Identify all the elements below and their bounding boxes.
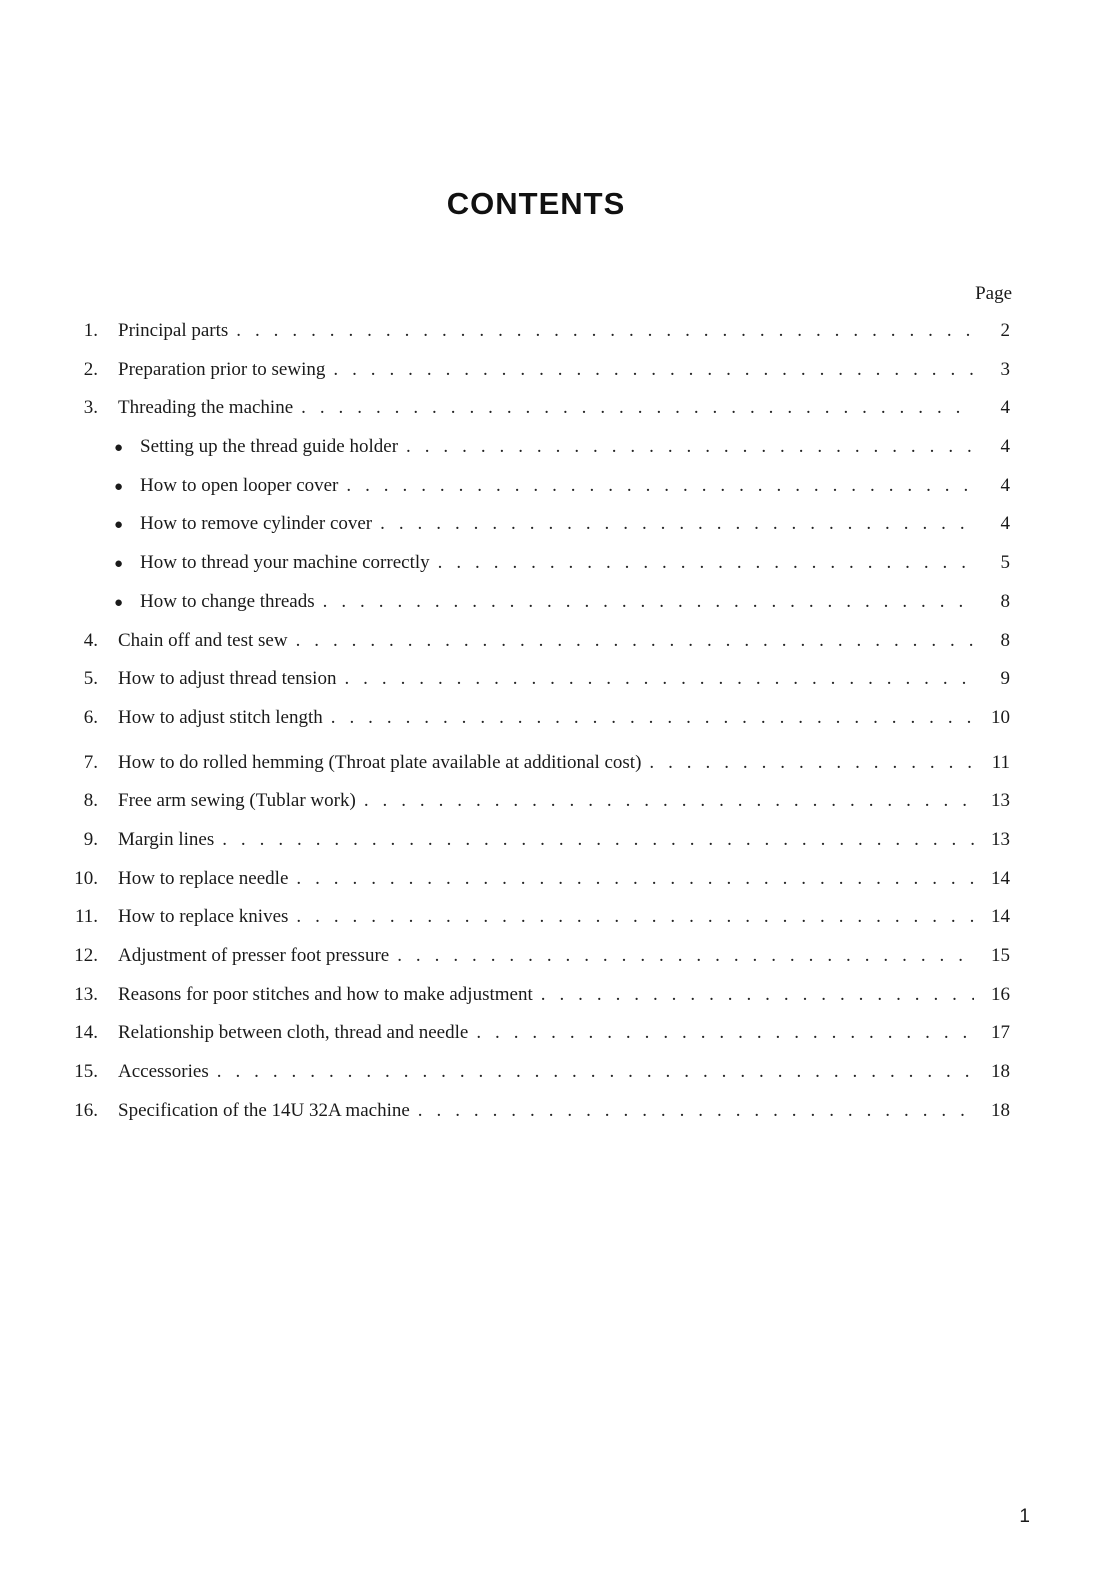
toc-entry-page: 4 (1000, 436, 1010, 458)
dot-leader (333, 351, 974, 390)
toc-entry-title: Adjustment of presser foot pressure (118, 945, 390, 966)
toc-entry[interactable] (64, 1092, 1010, 1131)
toc-entry-title: How to adjust thread tension (118, 668, 337, 690)
dot-leader (476, 1014, 974, 1053)
toc-entry[interactable] (64, 821, 1010, 860)
toc-entry-page: 8 (1000, 590, 1010, 612)
toc-entry-number: 15. (74, 1061, 98, 1083)
toc-entry-page: 16 (991, 983, 1010, 1005)
toc-subentry[interactable] (64, 583, 1010, 622)
toc-entry-number: 1. (83, 320, 98, 341)
toc-entry-page: 18 (991, 1061, 1010, 1083)
toc-entry-title: Reasons for poor stitches and how to make adjustment (118, 983, 533, 1005)
toc-subentry-title: Setting up the thread guide holder (140, 436, 399, 458)
dot-leader (418, 1092, 974, 1131)
toc-entry[interactable] (64, 1053, 1010, 1092)
toc-subentry[interactable] (64, 428, 1010, 467)
toc-entry-title: Accessories (118, 1061, 209, 1083)
toc-entry-title: Principal parts (118, 320, 229, 341)
toc-entry-page: 3 (1000, 358, 1010, 380)
toc-entry-page: 15 (991, 945, 1010, 966)
toc-entry-title: How to do rolled hemming (Throat plate available at additional cost) (118, 751, 642, 773)
toc-entry-page: 13 (991, 828, 1010, 850)
toc-entry-number: 12. (74, 945, 98, 966)
toc-entry-page: 17 (991, 1022, 1010, 1044)
toc-entry-page: 18 (991, 1099, 1010, 1121)
dot-leader (380, 505, 974, 544)
dot-leader (296, 898, 974, 937)
toc-entry-page: 14 (991, 867, 1010, 889)
toc-entry-title: Threading the machine (118, 397, 294, 419)
toc-subentry[interactable] (64, 544, 1010, 583)
dot-leader (344, 660, 974, 699)
dot-leader (301, 389, 974, 428)
toc-entry-number: 16. (74, 1099, 98, 1121)
bullet-icon: ● (114, 478, 124, 495)
dot-leader (541, 976, 974, 1015)
dot-leader (364, 782, 974, 821)
toc-subentry-title: How to remove cylinder cover (140, 513, 373, 535)
toc-entry-title: How to replace needle (118, 867, 289, 889)
toc-entry-number: 11. (74, 906, 98, 928)
toc-subentry-title: How to open looper cover (140, 474, 339, 496)
toc-entry-page: 13 (991, 790, 1010, 812)
toc-entry-number: 2. (83, 358, 98, 380)
toc-entry-number: 4. (83, 629, 98, 651)
toc-entry[interactable] (64, 312, 1010, 351)
page-title: CONTENTS (446, 186, 626, 221)
bullet-icon: ● (114, 556, 124, 573)
toc-entry[interactable] (64, 744, 1010, 783)
toc-subentry-title: How to thread your machine correctly (140, 552, 430, 574)
toc-entry-number: 5. (83, 668, 98, 690)
bullet-icon: ● (114, 594, 124, 611)
toc-entry-title: How to replace knives (118, 906, 289, 928)
dot-leader (346, 467, 974, 506)
toc-subentry-title: How to change threads (140, 590, 315, 612)
toc-entry-number: 3. (83, 397, 98, 419)
dot-leader (331, 699, 974, 738)
dot-leader (406, 428, 974, 467)
table-of-contents (64, 312, 1010, 1130)
toc-entry-number: 14. (74, 1022, 98, 1044)
toc-entry-page: 8 (1000, 629, 1010, 651)
dot-leader (222, 821, 974, 860)
toc-subentry[interactable] (64, 467, 1010, 506)
dot-leader (236, 312, 974, 351)
toc-entry-number: 9. (83, 828, 98, 850)
toc-entry[interactable] (64, 660, 1010, 699)
dot-leader (438, 544, 974, 583)
toc-entry-page: 4 (1000, 513, 1010, 535)
toc-entry-number: 10. (74, 867, 98, 889)
toc-entry-number: 8. (83, 790, 98, 812)
toc-entry-number: 13. (74, 983, 98, 1005)
toc-entry-title: How to adjust stitch length (118, 706, 323, 728)
toc-entry-page: 4 (1000, 474, 1010, 496)
page-column-header: Page (975, 283, 1012, 304)
toc-entry[interactable] (64, 389, 1010, 428)
toc-entry-page: 14 (991, 906, 1010, 928)
page-number: 1 (1019, 1506, 1030, 1527)
toc-entry[interactable] (64, 976, 1010, 1015)
toc-entry[interactable] (64, 699, 1010, 738)
toc-entry-number: 6. (83, 706, 98, 728)
dot-leader (296, 622, 974, 661)
toc-entry-title: Specification of the 14U 32A machine (118, 1099, 410, 1121)
toc-entry[interactable] (64, 860, 1010, 899)
dot-leader (217, 1053, 974, 1092)
toc-entry-number: 7. (83, 751, 98, 773)
toc-entry-page: 10 (991, 706, 1010, 728)
toc-entry[interactable] (64, 782, 1010, 821)
toc-entry-page: 5 (1000, 552, 1010, 574)
toc-entry[interactable] (64, 351, 1010, 390)
toc-subentry[interactable] (64, 505, 1010, 544)
toc-entry[interactable] (64, 1014, 1010, 1053)
toc-entry[interactable] (64, 937, 1010, 976)
dot-leader (323, 583, 974, 622)
toc-entry-page: 2 (1000, 320, 1010, 341)
toc-entry[interactable] (64, 898, 1010, 937)
bullet-icon: ● (114, 517, 124, 534)
toc-entry-title: Relationship between cloth, thread and needle (118, 1022, 469, 1044)
toc-entry-title: Margin lines (118, 828, 215, 850)
toc-entry-page: 11 (991, 751, 1010, 773)
dot-leader (296, 860, 974, 899)
bullet-icon: ● (114, 440, 124, 457)
toc-entry-title: Free arm sewing (Tublar work) (118, 790, 356, 812)
dot-leader (649, 744, 974, 783)
toc-entry-title: Preparation prior to sewing (118, 358, 326, 380)
toc-entry-title: Chain off and test sew (118, 629, 288, 651)
toc-entry-page: 9 (1000, 668, 1010, 690)
toc-entry[interactable] (64, 622, 1010, 661)
toc-entry-page: 4 (1000, 397, 1010, 419)
dot-leader (397, 937, 974, 976)
